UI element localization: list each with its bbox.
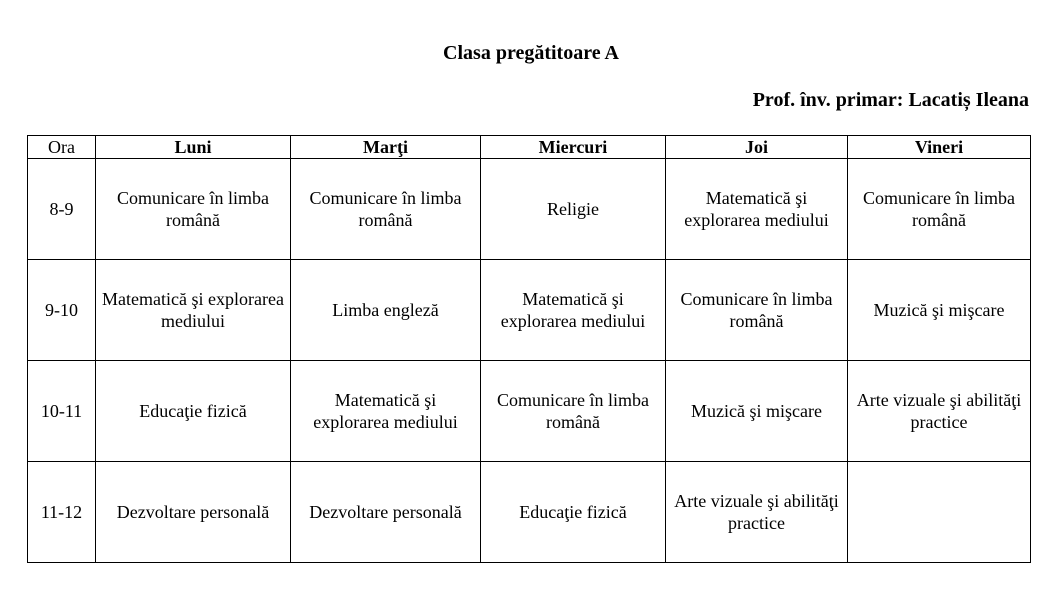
page-title: Clasa pregătitoare A: [443, 42, 619, 64]
column-header-ora: Ora: [28, 136, 96, 159]
table-cell: Religie: [481, 159, 666, 260]
table-row: [28, 361, 1031, 462]
table-cell: Dezvoltare personală: [96, 462, 291, 563]
table-cell: Arte vizuale şi abilităţi practice: [666, 462, 848, 563]
column-header-marti: Marţi: [291, 136, 481, 159]
column-header-vineri: Vineri: [848, 136, 1031, 159]
column-header-joi: Joi: [666, 136, 848, 159]
table-row: [28, 159, 1031, 260]
table-cell: Comunicare în limba română: [481, 361, 666, 462]
teacher-name: Prof. înv. primar: Lacatiș Ileana: [752, 89, 1029, 111]
table-row: [28, 462, 1031, 563]
table-cell: Educaţie fizică: [481, 462, 666, 563]
schedule-table: [27, 135, 1031, 563]
header-row: [28, 136, 1031, 159]
column-header-luni: Luni: [96, 136, 291, 159]
table-cell: Dezvoltare personală: [291, 462, 481, 563]
table-cell: Matematică şi explorarea mediului: [96, 260, 291, 361]
table-cell: Muzică şi mişcare: [848, 260, 1031, 361]
column-header-miercuri: Miercuri: [481, 136, 666, 159]
table-cell: Matematică şi explorarea mediului: [666, 159, 848, 260]
table-cell: Muzică şi mişcare: [666, 361, 848, 462]
table-cell: Arte vizuale şi abilităţi practice: [848, 361, 1031, 462]
table-cell: Educaţie fizică: [96, 361, 291, 462]
hour-cell: 9-10: [28, 260, 96, 361]
table-cell: Comunicare în limba română: [291, 159, 481, 260]
table-cell: [848, 462, 1031, 563]
table-cell: Matematică şi explorarea mediului: [291, 361, 481, 462]
hour-cell: 8-9: [28, 159, 96, 260]
table-cell: Comunicare în limba română: [666, 260, 848, 361]
table-cell: Comunicare în limba română: [96, 159, 291, 260]
table-row: [28, 260, 1031, 361]
table-cell: Limba engleză: [291, 260, 481, 361]
table-cell: Comunicare în limba română: [848, 159, 1031, 260]
hour-cell: 11-12: [28, 462, 96, 563]
table-cell: Matematică şi explorarea mediului: [481, 260, 666, 361]
hour-cell: 10-11: [28, 361, 96, 462]
